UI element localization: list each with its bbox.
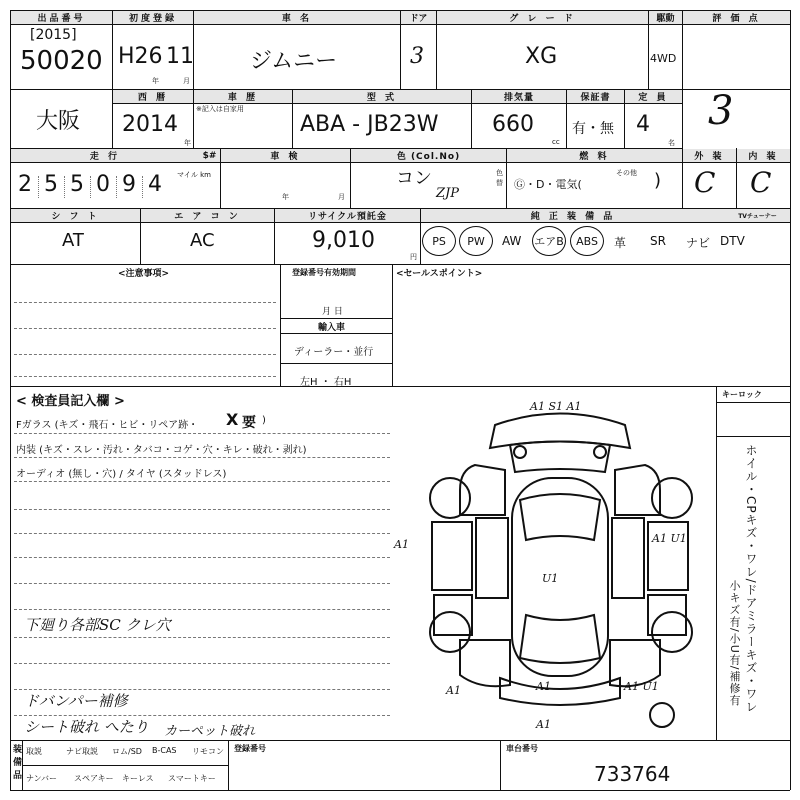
equipment-item: DTV [720, 234, 745, 248]
mark-right: A1 U1 [652, 532, 687, 545]
shift: AT [62, 230, 84, 251]
chassis-number: 733764 [594, 762, 671, 786]
divider [716, 436, 790, 437]
dash-line [14, 376, 276, 377]
chassis-label: 車台番号 [506, 744, 538, 753]
equipment-item: AW [502, 234, 522, 248]
dash-line [14, 354, 276, 355]
model-label: 型 式 [293, 90, 471, 104]
dash-line [14, 302, 276, 303]
dash-line [14, 663, 390, 664]
frame-right [790, 10, 791, 790]
mile-km-label: マイル km [177, 171, 211, 179]
dash-line [14, 637, 390, 638]
color-code: ZJP [436, 186, 459, 201]
equipment-item: ナビ [686, 236, 711, 250]
score-label: 評 価 点 [683, 11, 790, 25]
divider [228, 740, 229, 790]
fuel-options: Ⓖ・D・電気( [514, 178, 582, 191]
caution-label: <注意事項> [118, 269, 170, 279]
car-name: ジムニー [250, 49, 338, 74]
capacity-label: 定 員 [625, 90, 682, 104]
model-code: ABA - JB23W [300, 112, 439, 137]
divider [392, 264, 393, 386]
bottom-equip-label: 装 備 品 [13, 745, 23, 781]
interior-grade: C [750, 166, 772, 199]
warranty: 有・無 [572, 121, 614, 137]
handwritten-undercarriage: 下廻り各部SC クレ穴 [24, 616, 171, 634]
mileage-digit: 2 [18, 172, 32, 197]
divider [716, 386, 717, 740]
mileage-digit: 9 [122, 172, 136, 197]
divider [682, 10, 683, 208]
divider [22, 765, 228, 766]
doors: 3 [410, 44, 424, 69]
fglass-close: ) [262, 415, 266, 426]
reg-month: 11 [166, 44, 194, 69]
western-year-unit: 年 [184, 139, 191, 147]
interior-line: 内装 (キズ・スレ・汚れ・タバコ・コゲ・穴・キレ・破れ・剥れ) [16, 445, 307, 456]
repair-note: 小キズ有/小U有/補修有 [728, 580, 741, 707]
lot-number: 50020 [20, 46, 103, 76]
bottom-item-bottom: キーレス [122, 774, 154, 783]
year-label: 初度登録 [113, 11, 193, 25]
grade-label: グ レ ー ド [437, 11, 648, 25]
score: 3 [708, 88, 734, 134]
mark-front: A1 S1 A1 [530, 400, 582, 413]
divider [280, 264, 281, 386]
frame-left [10, 10, 11, 790]
mileage-digit: 4 [148, 172, 162, 197]
fuel-label: 燃 料 [507, 149, 682, 163]
drive: 4WD [650, 52, 677, 65]
reg-month-unit: 月 [183, 77, 190, 85]
equipment-item: ABS [570, 226, 604, 256]
lot-year: [2015] [30, 27, 77, 43]
dash-line [14, 433, 390, 434]
equipment-item: PW [459, 226, 493, 256]
tv-tuner-label: TVチューナー [725, 209, 790, 223]
exterior-grade: C [694, 166, 716, 199]
recycle-label: リサイクル預託金 [275, 209, 420, 223]
inspection-month-unit: 月 [338, 193, 345, 201]
mileage-digit: 0 [96, 172, 110, 197]
drive-label: 駆動 [649, 11, 682, 25]
color-label: 色 (Col.No) [351, 149, 506, 163]
door-label: ドア [401, 11, 436, 25]
reg-year-unit: 年 [152, 77, 159, 85]
fuel-close: ) [654, 170, 662, 191]
mark-roof: U1 [542, 572, 559, 585]
bottom-item-bottom: スペアキー [74, 774, 114, 783]
digit-separator [90, 176, 91, 198]
bottom-item-top: ナビ取説 [66, 747, 98, 756]
frame-row4-bottom [10, 264, 790, 265]
displacement: 660 [492, 112, 534, 137]
mark-rear-mid: A1 [536, 680, 551, 693]
hand-drive-label: 左H ・ 右H [300, 377, 352, 388]
capacity-unit: 名 [668, 139, 675, 147]
fglass-mark: X [226, 410, 239, 429]
equipment-item: SR [650, 234, 666, 248]
fuel-other: その他 [616, 169, 637, 177]
tax-label: $# [199, 149, 220, 163]
divider [280, 363, 392, 364]
divider [280, 333, 392, 334]
handwritten-seat: シート破れ へたり [24, 718, 149, 736]
mileage-digit: 5 [44, 172, 58, 197]
fglass-need: 要 [242, 415, 256, 431]
warranty-label: 保証書 [567, 90, 624, 104]
capacity: 4 [636, 112, 650, 137]
frame-notes-bottom [10, 386, 790, 387]
aircon: AC [190, 230, 215, 251]
dash-line [14, 557, 390, 558]
inspection-label: 車 検 [221, 149, 350, 163]
shift-label: シ フ ト [11, 209, 140, 223]
bottom-item-top: 取説 [26, 747, 42, 756]
equipment-label: 純 正 装 備 品 [421, 209, 725, 223]
sales-point-label: <セールスポイント> [396, 269, 483, 279]
interior-label: 内 装 [737, 149, 790, 163]
western-year: 2014 [122, 112, 178, 137]
location: 大阪 [36, 109, 81, 134]
mark-bottom: A1 [536, 718, 551, 731]
car-diagram [394, 400, 710, 731]
dash-line [14, 328, 276, 329]
exterior-label: 外 装 [683, 149, 736, 163]
import-label: 輸入車 [318, 323, 346, 333]
dash-line [14, 533, 390, 534]
mileage-label: 走 行 [11, 149, 199, 163]
divider [716, 402, 790, 403]
western-year-label: 西 暦 [113, 90, 193, 104]
bottom-item-top: ロム/SD [112, 747, 142, 756]
frame-inspector-bottom [10, 740, 790, 741]
handwritten-carpet: カーペット破れ [164, 724, 256, 739]
bottom-item-top: リモコン [192, 747, 224, 756]
digit-separator [142, 176, 143, 198]
inspector-title: < 検査員記入欄 > [16, 394, 125, 409]
audio-line: オーディオ (無し・穴) / タイヤ (スタッドレス) [16, 469, 227, 480]
lot-label: 出品番号 [11, 11, 112, 25]
mileage-digit: 5 [70, 172, 84, 197]
fglass-line: Fガラス (キズ・飛石・ヒビ・リペア跡・ [16, 420, 199, 431]
equipment-item: 革 [614, 236, 627, 250]
key-lock-label: キーロック [722, 390, 762, 399]
digit-separator [116, 176, 117, 198]
divider [280, 318, 392, 319]
grade: XG [525, 44, 558, 69]
divider [500, 740, 501, 790]
history-label: 車 歴 [194, 90, 292, 104]
displacement-label: 排気量 [472, 90, 566, 104]
handwritten-bumper: ドバンパー補修 [24, 692, 128, 710]
reg-expiry-label: 登録番号有効期間 [292, 268, 356, 277]
history-note: ※記入は自家用 [196, 105, 244, 113]
dash-line [14, 509, 390, 510]
inspection-year-unit: 年 [282, 193, 289, 201]
equipment-item: PS [422, 226, 456, 256]
dealer-label: ディーラー・並行 [294, 347, 374, 358]
aircon-label: エ ア コ ン [141, 209, 274, 223]
digit-separator [64, 176, 65, 198]
bottom-item-bottom: スマートキー [168, 774, 216, 783]
equipment-item: エアB [532, 226, 566, 256]
dash-line [14, 609, 390, 610]
bottom-item-top: B-CAS [152, 746, 177, 755]
reg-no-label: 登録番号 [234, 744, 266, 753]
recycle-fee: 9,010 [312, 228, 375, 253]
dash-line [14, 457, 390, 458]
dash-line [14, 583, 390, 584]
bottom-item-bottom: ナンバー [26, 774, 58, 783]
mark-rear-right: A1 U1 [624, 680, 659, 693]
digit-separator [38, 176, 39, 198]
mark-rear-left: A1 [446, 684, 461, 697]
cc-unit: cc [552, 138, 560, 146]
yen-unit: 円 [410, 253, 417, 261]
frame-bottom [10, 790, 790, 791]
car-name-label: 車 名 [194, 11, 400, 25]
wheel-mirror-note: ホイル・CPキズ・ワレ/ドアミラーキズ・ワレ [744, 444, 758, 714]
reg-expiry-date: 月 日 [322, 307, 343, 317]
color-change: 色替 [496, 169, 503, 187]
dash-line [14, 481, 390, 482]
color: コン [396, 168, 432, 189]
reg-era: H26 [118, 44, 163, 69]
mark-left: A1 [394, 538, 409, 551]
